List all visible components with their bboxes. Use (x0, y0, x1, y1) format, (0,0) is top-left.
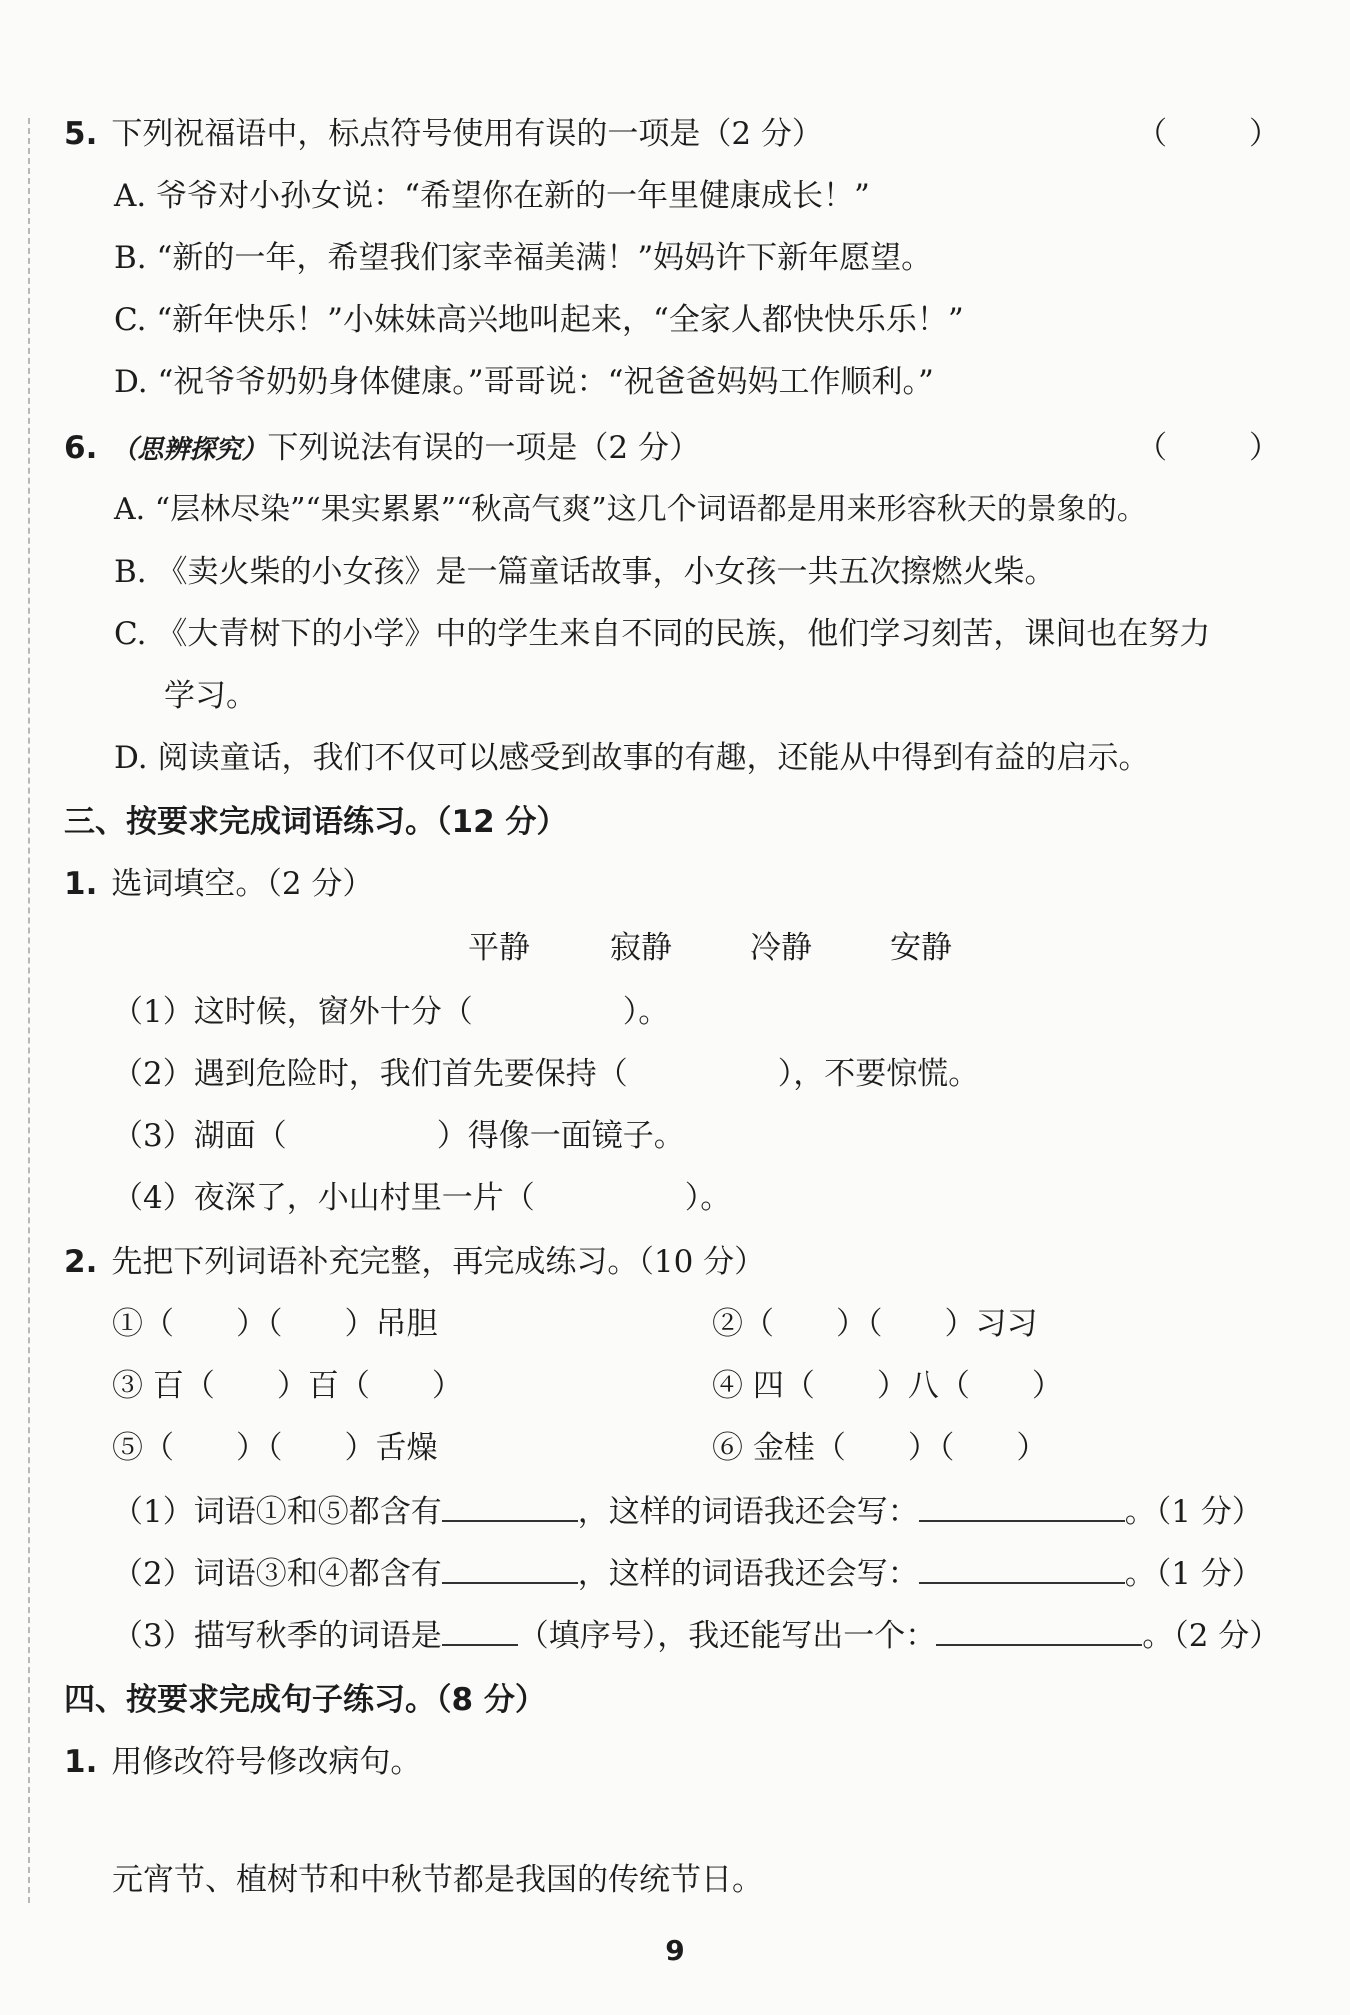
option-d: D. 阅读童话，我们不仅可以感受到故事的有趣，还能从中得到有益的启示。 (114, 740, 1150, 776)
question-5 (64, 114, 823, 154)
fill-item-3 (112, 1116, 685, 1156)
question-tag: （思辨探究） (111, 435, 268, 465)
word-bank-item: 平静 (468, 930, 530, 966)
word-bank-item: 寂静 (610, 930, 672, 966)
question-stem: 选词填空。（2 分） (111, 866, 374, 902)
answer-blank[interactable] (919, 1490, 1125, 1522)
fill-item-text: ）。 (622, 994, 670, 1030)
sub-question-text: 。（1 分） (1124, 1556, 1263, 1592)
answer-parentheses[interactable]: （ ） (1136, 430, 1316, 466)
fill-item-4 (112, 1178, 731, 1218)
option-c: C. “新年快乐！”小妹妹高兴地叫起来，“全家人都快快乐乐！” (114, 302, 964, 338)
fill-item-text: ），不要惊慌。 (777, 1056, 980, 1092)
question-6 (64, 428, 700, 470)
fill-item-text: ）。 (684, 1180, 732, 1216)
page-number: 9 (665, 1934, 685, 1967)
sub-question-text: （1）词语①和⑤都含有 (112, 1494, 442, 1530)
fill-item-text: （3）湖面（ (112, 1118, 287, 1154)
question-number: 1. (64, 1744, 98, 1780)
faulty-sentence[interactable]: 元宵节、植树节和中秋节都是我国的传统节日。 (112, 1862, 763, 1898)
answer-blank[interactable] (442, 1614, 518, 1646)
section-4-title: 四、按要求完成句子练习。（8 分） (64, 1682, 546, 1718)
section-3-question-1 (64, 864, 373, 904)
option-a: A. 爷爷对小孙女说：“希望你在新的一年里健康成长！” (114, 178, 870, 214)
question-stem: 下列说法有误的一项是（2 分） (267, 430, 700, 466)
section-3-title: 三、按要求完成词语练习。（12 分） (64, 804, 568, 840)
fill-item-1 (112, 992, 669, 1032)
answer-blank[interactable] (442, 1490, 578, 1522)
sub-question-text: （填序号），我还能写出一个： (517, 1618, 937, 1654)
section-3-question-2 (64, 1242, 765, 1282)
answer-blank[interactable] (442, 1552, 578, 1584)
sub-question-text: 。（2 分） (1142, 1618, 1281, 1654)
answer-blank[interactable] (936, 1614, 1142, 1646)
fill-item-2 (112, 1054, 979, 1094)
question-number: 1. (64, 866, 98, 902)
idiom-4[interactable]: ④ 四（ ）八（ ） (712, 1368, 1063, 1404)
question-stem: 先把下列词语补充完整，再完成练习。（10 分） (111, 1244, 766, 1280)
word-bank-item: 冷静 (750, 930, 812, 966)
idiom-3[interactable]: ③ 百（ ）百（ ） (112, 1368, 463, 1404)
option-c-continued: 学习。 (164, 678, 257, 714)
word-bank-item: 安静 (890, 930, 952, 966)
question-stem: 下列祝福语中，标点符号使用有误的一项是（2 分） (111, 116, 823, 152)
sub-question-text: ，这样的词语我还会写： (577, 1556, 919, 1592)
sub-question-text: （3）描写秋季的词语是 (112, 1618, 442, 1654)
sub-question-text: ，这样的词语我还会写： (577, 1494, 919, 1530)
sub-question-text: 。（1 分） (1124, 1494, 1263, 1530)
section-4-question-1 (64, 1742, 421, 1782)
option-d: D. “祝爷爷奶奶身体健康。”哥哥说：“祝爸爸妈妈工作顺利。” (114, 364, 934, 400)
question-number: 2. (64, 1244, 98, 1280)
fill-item-text: （2）遇到危险时，我们首先要保持（ (112, 1056, 628, 1092)
question-stem: 用修改符号修改病句。 (111, 1744, 422, 1780)
fill-item-text: （4）夜深了，小山村里一片（ (112, 1180, 535, 1216)
question-number: 5. (64, 116, 98, 152)
option-a: A. “层林尽染”“果实累累”“秋高气爽”这几个词语都是用来形容秋天的景象的。 (114, 492, 1147, 527)
fill-item-text: ）得像一面镜子。 (436, 1118, 685, 1154)
sub-question-3 (112, 1614, 1280, 1656)
binding-margin-line (28, 118, 30, 1903)
idiom-1[interactable]: ①（ ）（ ）吊胆 (112, 1306, 438, 1342)
option-b: B. “新的一年，希望我们家幸福美满！”妈妈许下新年愿望。 (114, 240, 933, 276)
idiom-5[interactable]: ⑤（ ）（ ）舌燥 (112, 1430, 438, 1466)
sub-question-1 (112, 1490, 1263, 1532)
sub-question-2 (112, 1552, 1263, 1594)
answer-blank[interactable] (919, 1552, 1125, 1584)
option-b: B. 《卖火柴的小女孩》是一篇童话故事，小女孩一共五次擦燃火柴。 (114, 554, 1056, 590)
question-number: 6. (64, 430, 98, 466)
idiom-6[interactable]: ⑥ 金桂（ ）（ ） (712, 1430, 1048, 1466)
answer-parentheses[interactable]: （ ） (1136, 116, 1316, 152)
sub-question-text: （2）词语③和④都含有 (112, 1556, 442, 1592)
idiom-2[interactable]: ②（ ）（ ）习习 (712, 1306, 1038, 1342)
fill-item-text: （1）这时候，窗外十分（ (112, 994, 473, 1030)
option-c: C. 《大青树下的小学》中的学生来自不同的民族，他们学习刻苦，课间也在努力 (114, 616, 1211, 652)
